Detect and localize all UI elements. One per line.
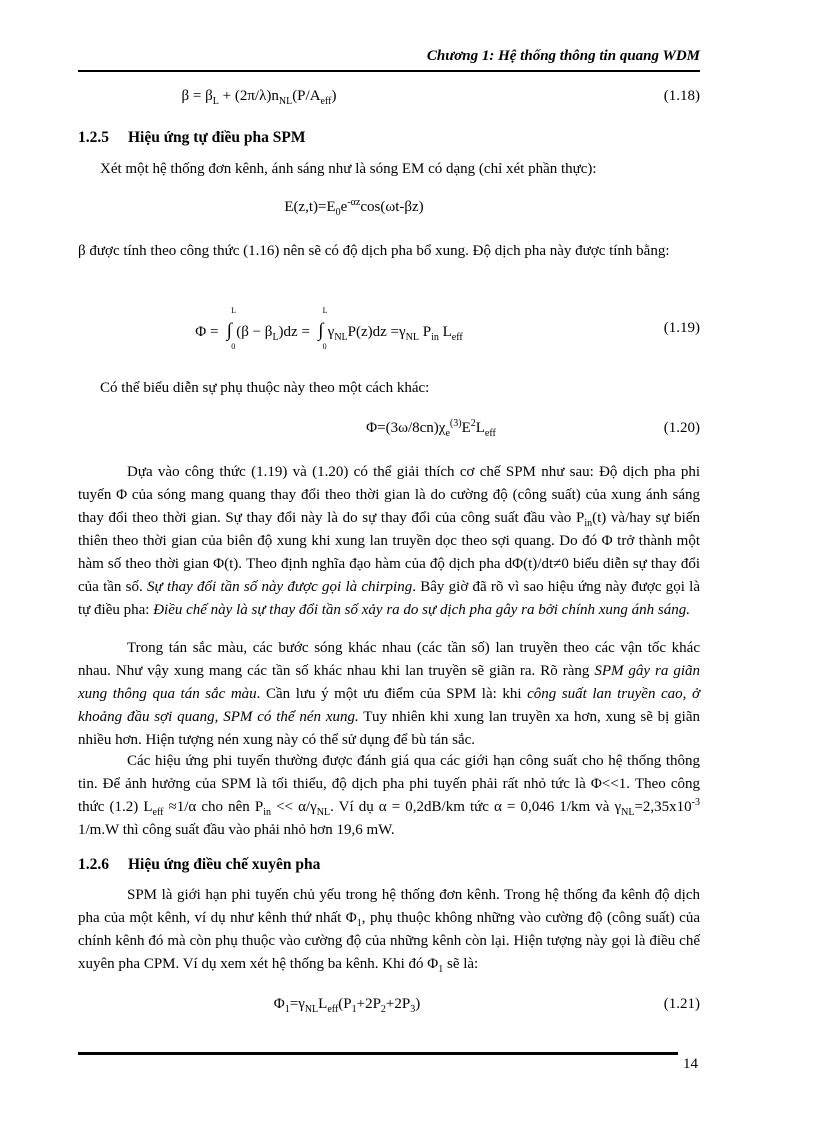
equation-1-18: $\beta = \beta_L + (2\pi/\lambda)n_{NL}(P/A_{eff})$ (1.18) <box>181 88 700 107</box>
equation-1-21: $\Phi_1=\gamma_{NL}L_{eff}(P_1+2P_2+2P_3)$ (1.21) <box>273 996 700 1015</box>
running-header: Chương 1: Hệ thống thông tin quang WDM <box>426 48 700 64</box>
paragraph: Dựa vào công thức (1.19) và (1.20) có thể giải thích cơ chế SPM như sau: Độ dịch pha phi tuyến Φ của sóng mang quang thay đổi theo thời gian là do cường độ (công suất) của xung ánh sáng thay đổi theo thời gian. Sự thay đổi này là do sự thay đổi của công suất đầu vào $P_{in}(t)$ và/hay sự biến thiên theo thời gian của biên độ xung khi xung lan truyền dọc theo sợi quang. Do đó Φ trở thành một hàm số theo thời gian Φ(t). Theo định nghĩa đạo hàm của độ dịch pha dΦ(t)/dt≠0 biểu diễn sự thay đổi của tần số. Sự thay đổi tần số này được gọi là chirping. Bây giờ đã rõ vì sao hiệu ứng này được gọi là tự điều pha: Điều chế này là sự thay đổi tần số xảy ra do sự dịch pha gây ra bởi chính xung ánh sáng. <box>78 464 700 618</box>
header-rule <box>78 70 700 72</box>
integral-sign: ∫ L 0 <box>318 306 328 351</box>
footer-rule <box>78 1052 678 1055</box>
paragraph: Có thể biểu diễn sự phụ thuộc này theo một cách khác: <box>100 380 430 396</box>
equation-number: (1.19) <box>663 320 700 336</box>
equation-number: (1.21) <box>663 996 700 1012</box>
paragraph: Các hiệu ứng phi tuyến thường được đánh giá qua các giới hạn công suất cho hệ thống thông tin. Để ảnh hưởng của SPM là tối thiểu, độ dịch pha phi tuyến phải rất nhỏ tức là Φ<<1. Theo công thức (1.2) $L_{eff} \approx 1/\alpha$ cho nên $P_{in} << \alpha/\gamma_{NL}$. Ví dụ α = 0,2dB/km tức α = 0,046 1/km và $\gamma_{NL}=2,35x10^{-3}$ 1/m.W thì công suất đầu vào phải nhỏ hơn 19,6 mW. <box>78 753 701 838</box>
paragraph: Trong tán sắc màu, các bước sóng khác nhau (các tần số) lan truyền theo các vận tốc khác nhau. Như vậy xung mang các tần số khác nhau khi lan truyền sẽ giãn ra. Rõ ràng SPM gây ra giãn xung thông qua tán sắc màu. Cần lưu ý một ưu điểm của SPM là: khi công suất lan truyền cao, ở khoảng đầu sợi quang, SPM có thể nén xung. Tuy nhiên khi xung lan truyền xa hơn, xung sẽ bị giãn nhiều hơn. Hiện tượng nén xung này có thể sử dụng để bù tán sắc. <box>78 640 700 748</box>
equation-number: (1.18) <box>663 88 700 104</box>
section-heading-1-2-5: 1.2.5 Hiệu ứng tự điều pha SPM <box>78 129 306 146</box>
equation-1-19: Φ = ∫ L 0 $(\beta - \beta_L)dz$ = ∫ L 0 $\gamma_{NL}P(z)dz =\gamma_{NL}$ $P_{in}$ $L_{eff}$ (1.19) <box>195 306 700 351</box>
equation-1-20: $\Phi=(3\omega/8cn)\chi_e^{(3)}E^2L_{eff}$ (1.20) <box>366 418 700 439</box>
page-number: 14 <box>683 1056 698 1072</box>
integral-sign: ∫ L 0 <box>226 306 237 351</box>
equation-wave: $E(z,t)=E_0e^{-\alpha z}\cos(\omega t-\beta z)$ <box>284 197 424 218</box>
paragraph: β được tính theo công thức (1.16) nên sẽ có độ dịch pha bổ xung. Độ dịch pha này được tính bằng: <box>78 243 670 259</box>
section-heading-1-2-6: 1.2.6 Hiệu ứng điều chế xuyên pha <box>78 856 321 873</box>
paragraph: SPM là giới hạn phi tuyến chủ yếu trong hệ thống đơn kênh. Trong hệ thống đa kênh độ dịch pha của một kênh, ví dụ như kênh thứ nhất $\Phi_1$, phụ thuộc không những vào cường độ (công suất) của chính kênh đó mà còn phụ thuộc vào cường độ của những kênh còn lại. Hiện tượng này gọi là điều chế xuyên pha CPM. Ví dụ xem xét hệ thống ba kênh. Khi đó $\Phi_1$ sẽ là: <box>78 887 700 975</box>
equation-number: (1.20) <box>663 420 700 436</box>
paragraph: Xét một hệ thống đơn kênh, ánh sáng như là sóng EM có dạng (chỉ xét phần thực): <box>100 161 597 177</box>
